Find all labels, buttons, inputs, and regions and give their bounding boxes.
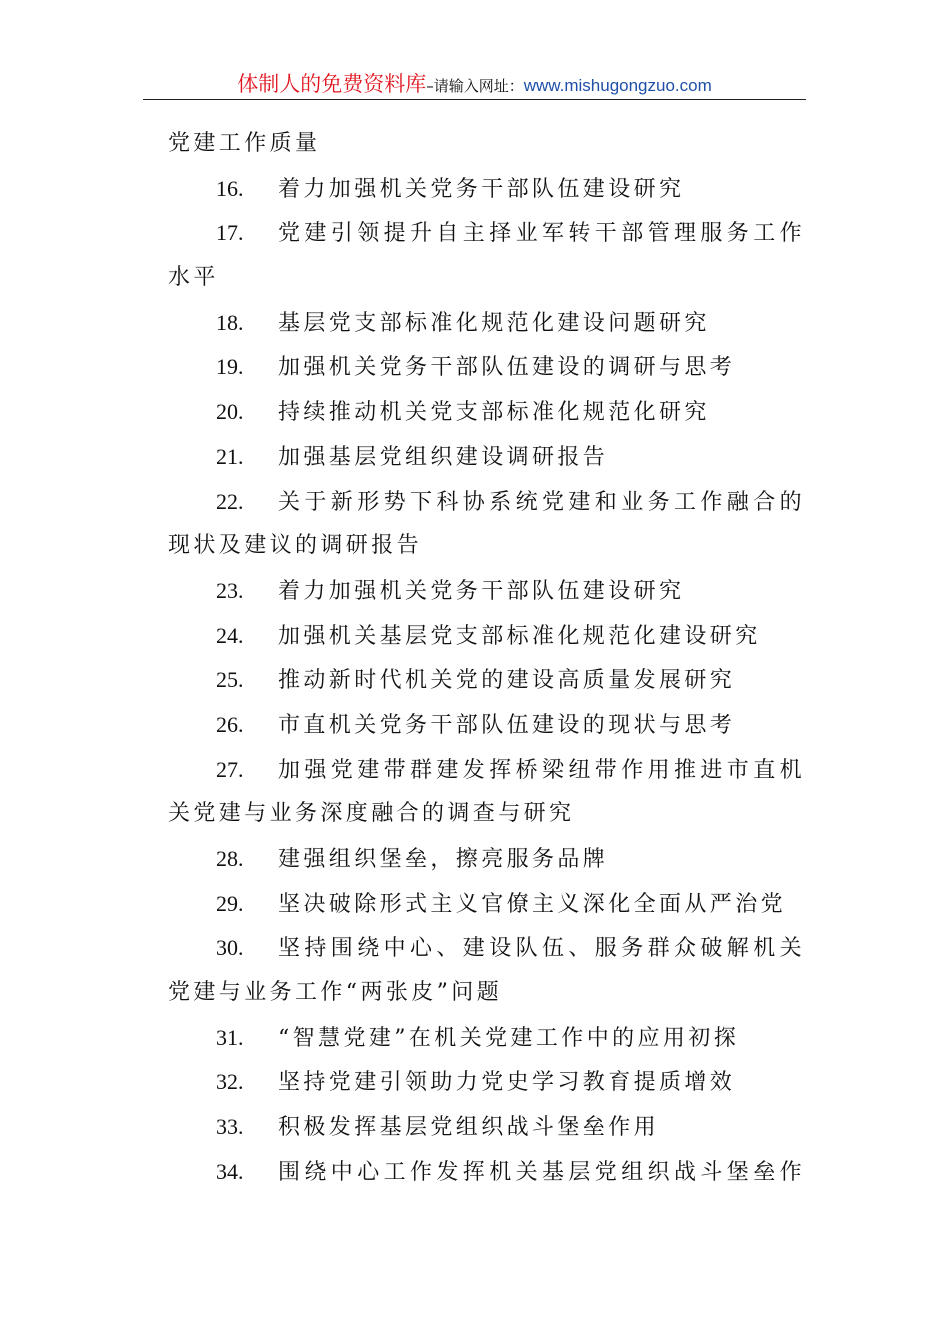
item-title: 持续推动机关党支部标准化规范化研究 (278, 400, 710, 426)
item-number: 18. (216, 309, 244, 335)
item-title: 坚决破除形式主义官僚主义深化全面从严治党 (278, 891, 787, 917)
text-line (168, 792, 808, 837)
text-line (168, 524, 808, 569)
document-body (168, 122, 808, 1195)
item-title: 积极发挥基层党组织战斗堡垒作用 (278, 1115, 660, 1141)
item-title: 着力加强机关党务干部队伍建设研究 (278, 176, 685, 202)
item-number: 19. (216, 354, 244, 380)
list-item (168, 390, 808, 435)
item-number: 17. (216, 220, 244, 246)
list-item (168, 703, 808, 748)
item-title: 基层党支部标准化规范化建设问题研究 (278, 310, 710, 336)
item-title: 加强基层党组织建设调研报告 (278, 444, 609, 470)
list-item (168, 748, 808, 793)
list-item (168, 211, 808, 256)
page-header (143, 68, 806, 100)
item-title: 市直机关党务干部队伍建设的现状与思考 (278, 712, 736, 738)
item-number: 30. (216, 935, 244, 961)
item-number: 32. (216, 1069, 244, 1095)
item-number: 22. (216, 488, 244, 514)
item-number: 20. (216, 399, 244, 425)
item-number: 34. (216, 1158, 244, 1184)
list-item (168, 1105, 808, 1150)
list-item (168, 167, 808, 212)
item-number: 25. (216, 667, 244, 693)
list-item (168, 658, 808, 703)
header-prompt: –请输入网址： (426, 77, 524, 95)
item-number: 27. (216, 756, 244, 782)
header-brand: 体制人的免费资料库 (237, 72, 427, 96)
list-item (168, 926, 808, 971)
item-number: 16. (216, 175, 244, 201)
line-text: 党建工作质量 (168, 131, 321, 156)
item-number: 23. (216, 577, 244, 603)
item-title: 推动新时代机关党的建设高质量发展研究 (278, 668, 736, 694)
item-title: 加强机关基层党支部标准化规范化建设研究 (278, 623, 761, 649)
list-item (168, 569, 808, 614)
item-title: 关于新形势下科协系统党建和业务工作融合的 (278, 489, 807, 515)
list-item (168, 435, 808, 480)
line-text: 关党建与业务深度融合的调查与研究 (168, 801, 575, 827)
item-title: 加强党建带群建发挥桥梁纽带作用推进市直机 (278, 757, 807, 783)
header-url-link[interactable]: www.mishugongzuo.com (523, 76, 712, 95)
item-title: 围绕中心工作发挥机关基层党组织战斗堡垒作 (278, 1159, 807, 1185)
item-number: 28. (216, 846, 244, 871)
item-title: 党建引领提升自主择业军转干部管理服务工作 (278, 221, 807, 247)
list-item (168, 1016, 808, 1061)
line-text: 水平 (168, 265, 219, 291)
item-title: 坚持围绕中心、建设队伍、服务群众破解机关 (278, 936, 807, 962)
list-item (168, 837, 808, 882)
item-title: “智慧党建”在机关党建工作中的应用初探 (278, 1025, 740, 1051)
line-text: 党建与业务工作“两张皮”问题 (168, 980, 503, 1006)
list-item (168, 1060, 808, 1105)
list-item (168, 882, 808, 927)
list-item (168, 345, 808, 390)
line-text: 现状及建议的调研报告 (168, 533, 423, 559)
item-number: 29. (216, 890, 244, 916)
text-line (168, 122, 808, 167)
item-number: 33. (216, 1114, 244, 1140)
list-item (168, 480, 808, 525)
list-item (168, 1150, 808, 1195)
item-title: 着力加强机关党务干部队伍建设研究 (278, 578, 685, 604)
item-number: 24. (216, 622, 244, 648)
text-line (168, 971, 808, 1016)
item-title: 加强机关党务干部队伍建设的调研与思考 (278, 355, 736, 381)
list-item (168, 301, 808, 346)
item-title: 建强组织堡垒，擦亮服务品牌 (278, 847, 609, 872)
list-item (168, 614, 808, 659)
item-title: 坚持党建引领助力党史学习教育提质增效 (278, 1070, 736, 1096)
item-number: 21. (216, 443, 244, 469)
item-number: 26. (216, 711, 244, 737)
item-number: 31. (216, 1024, 244, 1050)
text-line (168, 256, 808, 301)
